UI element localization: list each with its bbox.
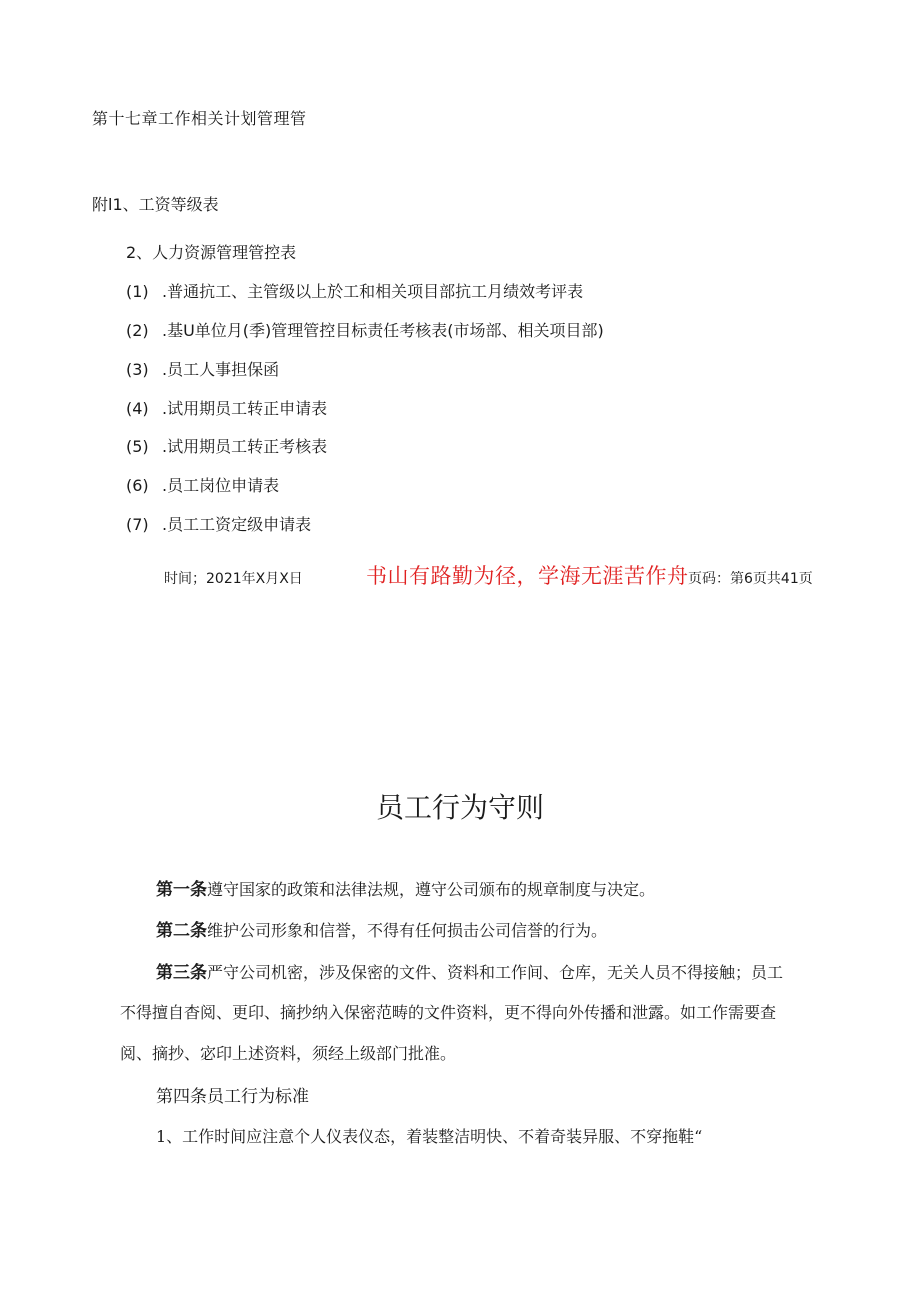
list-item bbox=[126, 396, 327, 419]
list-item-number: (1) bbox=[126, 282, 149, 301]
list-item-text: .试用期员工转正申请表 bbox=[162, 399, 328, 418]
footer-motto: 书山有路勤为径，学海无涯苦作舟 bbox=[366, 564, 689, 588]
list-item-number: (7) bbox=[126, 515, 149, 534]
list-item bbox=[126, 357, 279, 380]
list-item bbox=[126, 318, 604, 341]
list-item-text: .员工岗位申请表 bbox=[162, 476, 280, 495]
chapter-title: 第十七章工作相关计划管理管 bbox=[92, 109, 307, 128]
list-item-text: .试用期员工转正考核表 bbox=[162, 437, 328, 456]
footer-page-number: 页码：第6页共41页 bbox=[688, 571, 813, 587]
article-text: 维护公司形象和信誉，不得有任何损击公司信誉的行为。 bbox=[207, 921, 608, 940]
appendix-line-2: 2、人力资源管理管控表 bbox=[126, 243, 297, 262]
list-item-text: .基U单位月(季)管理管控目标责任考核表(市场部、相关项目部) bbox=[162, 321, 604, 340]
article-3-line-3: 阅、摘抄、宓印上述资料，须经上级部门批准。 bbox=[120, 1044, 457, 1063]
document-title: 员工行为守则 bbox=[375, 791, 544, 824]
list-item-number: (6) bbox=[126, 476, 149, 495]
list-item-text: .员工人事担保函 bbox=[162, 360, 280, 379]
list-item bbox=[126, 434, 327, 457]
list-item bbox=[126, 279, 583, 302]
list-item-text: .员工工资定级申请表 bbox=[162, 515, 312, 534]
article-4-heading: 第四条员工行为标准 bbox=[156, 1087, 309, 1107]
article-label: 第三条 bbox=[156, 963, 207, 983]
list-item bbox=[126, 473, 279, 496]
article-2 bbox=[156, 916, 607, 941]
list-item-number: (5) bbox=[126, 437, 149, 456]
article-4-item-1: 1、工作时间应注意个人仪表仪态，着装整洁明快、不着奇装异服、不穿拖鞋“ bbox=[156, 1127, 703, 1146]
appendix-line-1: 附l1、工资等级表 bbox=[92, 195, 219, 214]
article-1 bbox=[156, 875, 655, 900]
article-label: 第一条 bbox=[156, 880, 207, 900]
list-item bbox=[126, 512, 311, 535]
list-item-text: .普通抗工、主管级以上於工和相关项目部抗工月绩效考评表 bbox=[162, 282, 584, 301]
article-label: 第二条 bbox=[156, 921, 207, 941]
article-3 bbox=[156, 958, 783, 983]
article-3-line-2: 不得擅自杳阅、更印、摘抄纳入保密范畴的文件资料，更不得向外传播和泄露。如工作需要查 bbox=[120, 1003, 777, 1022]
list-item-number: (2) bbox=[126, 321, 149, 340]
list-item-number: (4) bbox=[126, 399, 149, 418]
article-text: 遵守国家的政策和法律法规，遵守公司颁布的规章制度与决定。 bbox=[207, 880, 656, 899]
footer-time: 时间；2021年X月X日 bbox=[164, 571, 303, 587]
article-text: 严守公司机密，涉及保密的文件、资料和工作间、仓库，无关人员不得接触；员工 bbox=[207, 963, 784, 982]
list-item-number: (3) bbox=[126, 360, 149, 379]
